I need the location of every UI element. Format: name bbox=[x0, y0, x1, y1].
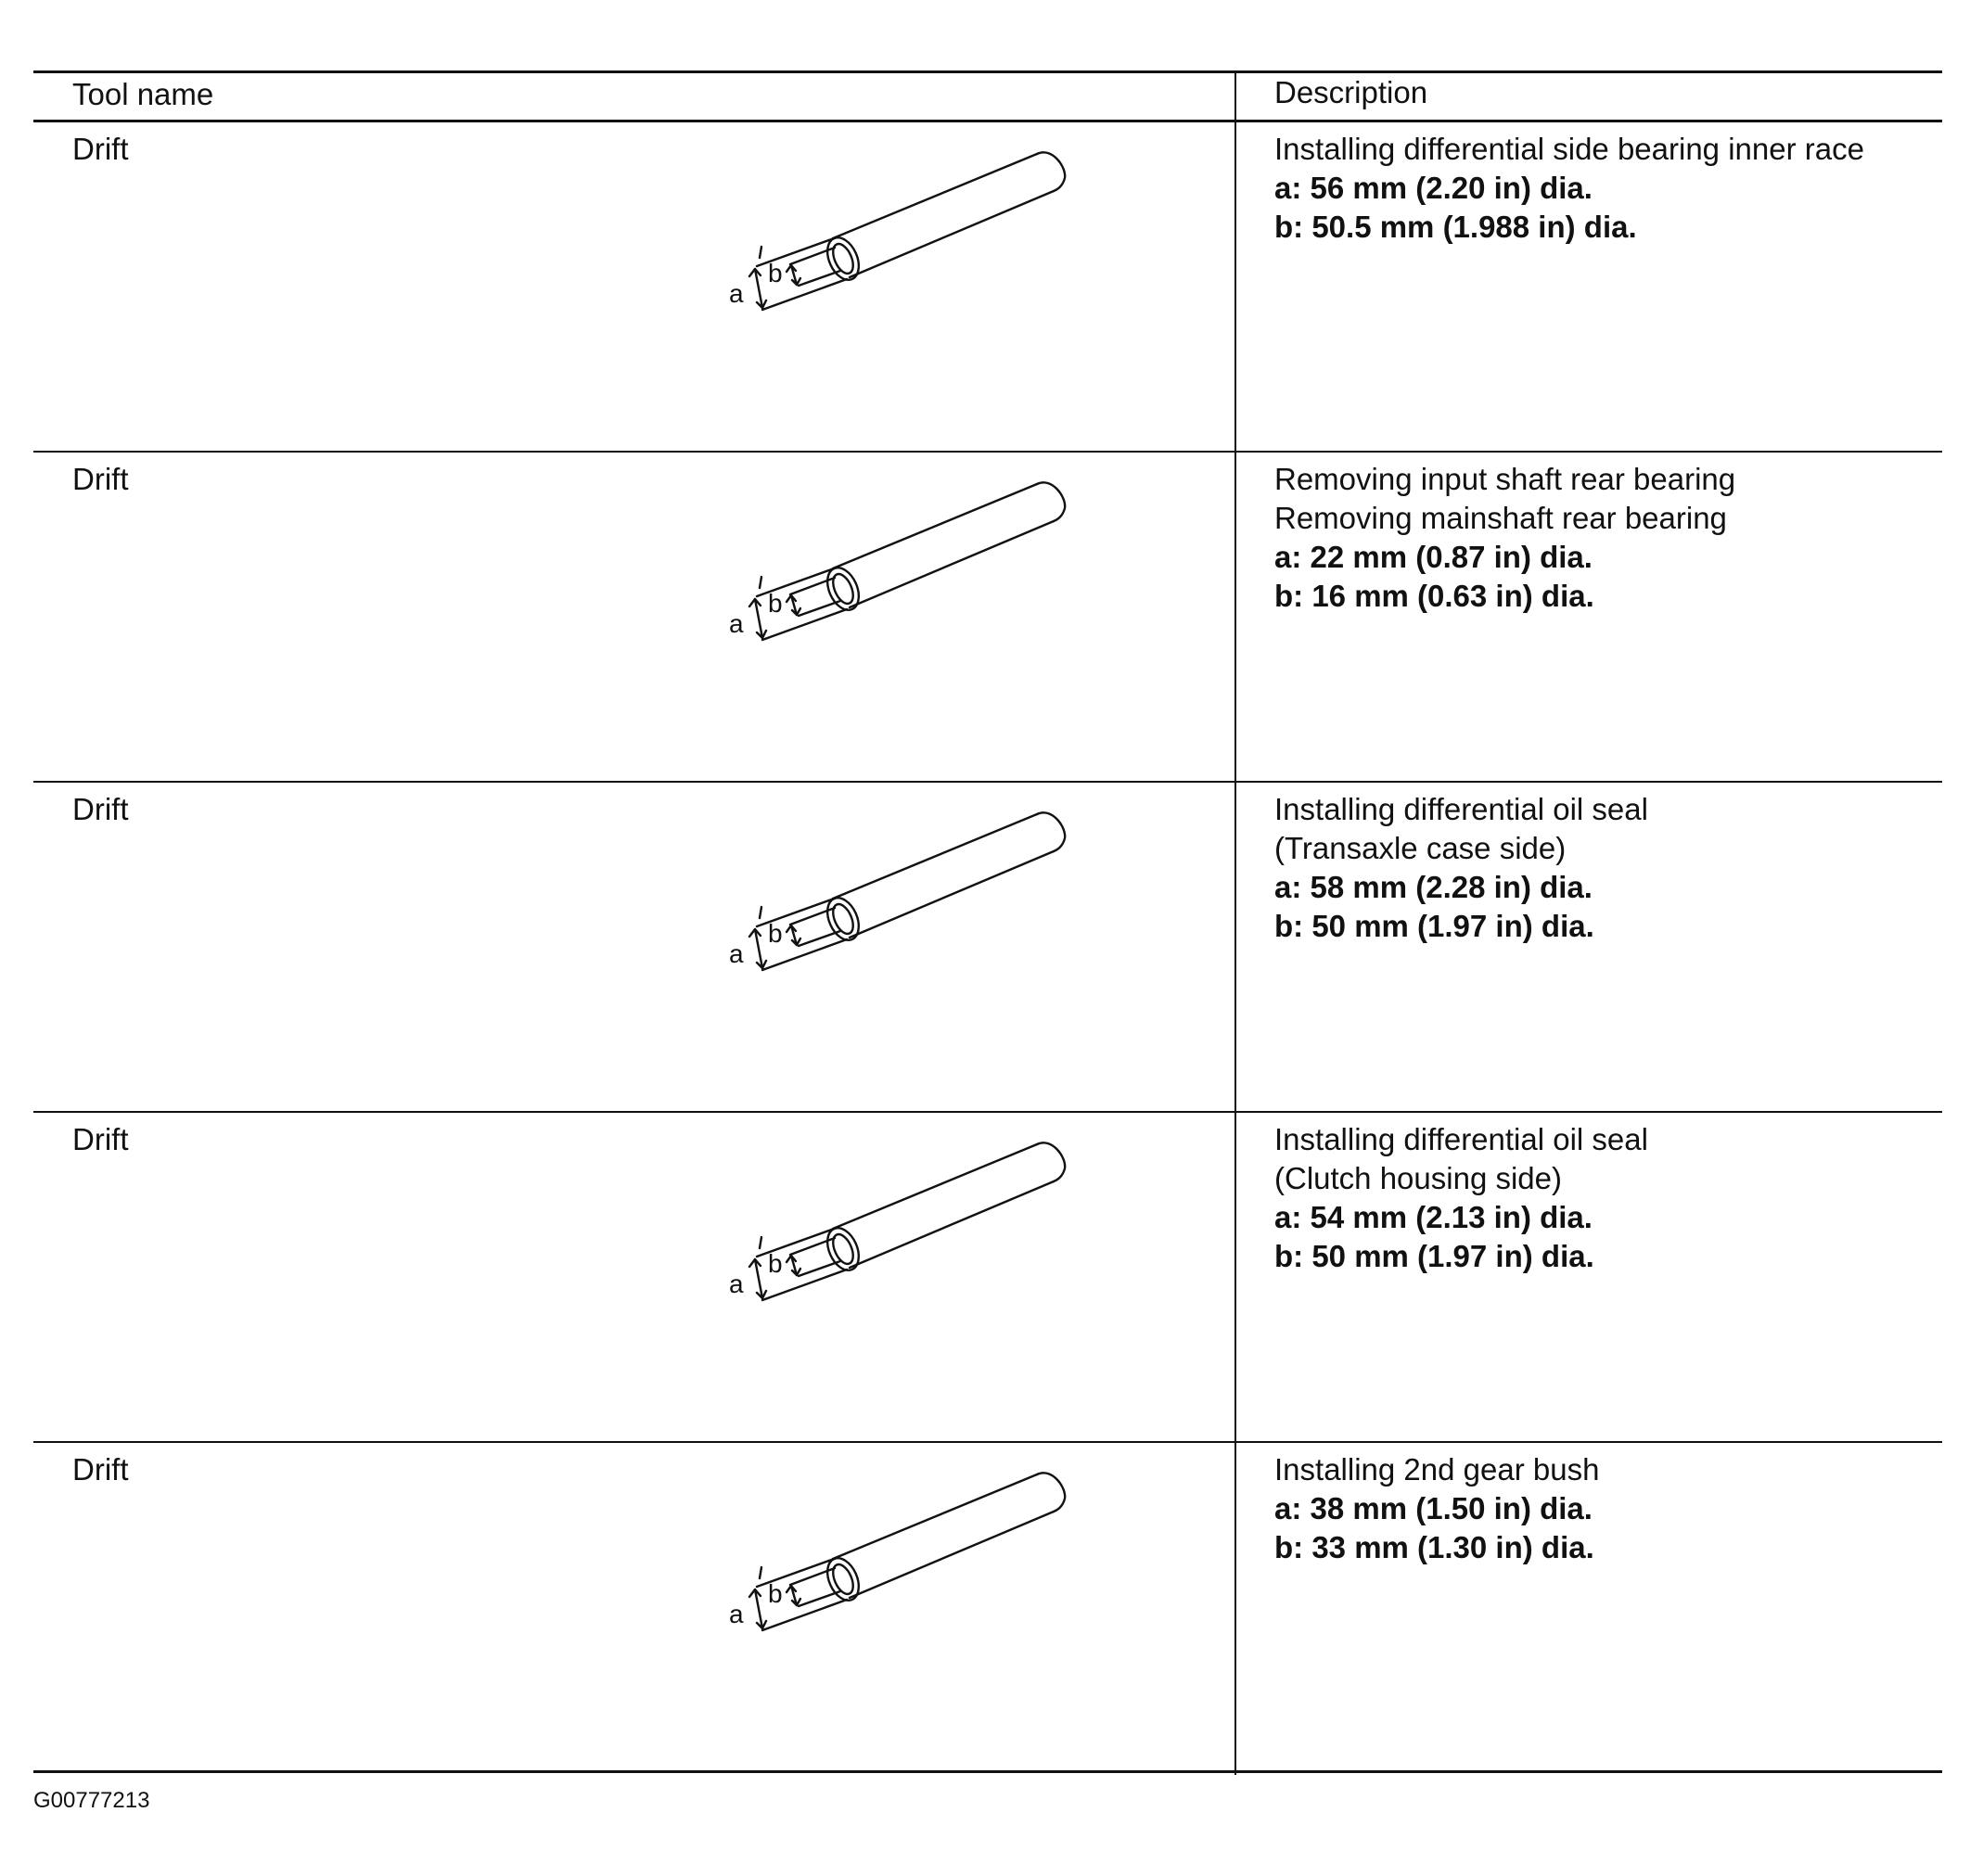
label-a: a bbox=[729, 609, 744, 638]
label-b: b bbox=[768, 589, 783, 618]
tool-name: Drift bbox=[72, 1452, 129, 1487]
description-line: Installing differential oil seal bbox=[1274, 1122, 1648, 1156]
description-line: Installing differential side bearing inner race bbox=[1274, 132, 1864, 166]
dimension-b: b: 50 mm (1.97 in) dia. bbox=[1274, 1239, 1594, 1273]
description bbox=[1274, 1120, 1924, 1276]
table-row bbox=[33, 1113, 1942, 1443]
drift-illustration bbox=[683, 1454, 1109, 1640]
description-line: Removing mainshaft rear bearing bbox=[1274, 501, 1727, 535]
table-row bbox=[33, 783, 1942, 1113]
header-tool-name: Tool name bbox=[72, 77, 214, 111]
header-description: Description bbox=[1274, 75, 1428, 109]
tool-name: Drift bbox=[72, 1122, 129, 1156]
label-a: a bbox=[729, 1270, 744, 1298]
label-a: a bbox=[729, 279, 744, 308]
row-rule bbox=[33, 1770, 1942, 1773]
description bbox=[1274, 790, 1924, 946]
dimension-a: a: 54 mm (2.13 in) dia. bbox=[1274, 1200, 1593, 1234]
description-line: (Clutch housing side) bbox=[1274, 1161, 1562, 1195]
drift-illustration bbox=[683, 464, 1109, 649]
tool-name: Drift bbox=[72, 132, 129, 166]
dimension-a: a: 38 mm (1.50 in) dia. bbox=[1274, 1491, 1593, 1525]
dimension-a: a: 56 mm (2.20 in) dia. bbox=[1274, 171, 1593, 205]
description-line: Removing input shaft rear bearing bbox=[1274, 462, 1736, 496]
tool-name: Drift bbox=[72, 792, 129, 826]
dimension-b: b: 16 mm (0.63 in) dia. bbox=[1274, 579, 1594, 613]
description bbox=[1274, 1450, 1924, 1567]
drift-illustration bbox=[683, 134, 1109, 319]
dimension-b: b: 50.5 mm (1.988 in) dia. bbox=[1274, 210, 1637, 244]
dimension-a: a: 58 mm (2.28 in) dia. bbox=[1274, 870, 1593, 904]
figure-code: G00777213 bbox=[33, 1788, 150, 1813]
table-header bbox=[33, 73, 1942, 121]
drift-illustration bbox=[683, 1124, 1109, 1309]
label-a: a bbox=[729, 939, 744, 968]
table-row bbox=[33, 122, 1942, 453]
label-b: b bbox=[768, 1579, 783, 1608]
label-b: b bbox=[768, 1249, 783, 1278]
dimension-b: b: 50 mm (1.97 in) dia. bbox=[1274, 909, 1594, 943]
description-line: Installing differential oil seal bbox=[1274, 792, 1648, 826]
description bbox=[1274, 130, 1924, 247]
description bbox=[1274, 460, 1924, 616]
label-a: a bbox=[729, 1600, 744, 1628]
table-row bbox=[33, 1443, 1942, 1773]
dimension-b: b: 33 mm (1.30 in) dia. bbox=[1274, 1530, 1594, 1564]
label-b: b bbox=[768, 919, 783, 948]
description-line: Installing 2nd gear bush bbox=[1274, 1452, 1600, 1487]
label-b: b bbox=[768, 259, 783, 287]
dimension-a: a: 22 mm (0.87 in) dia. bbox=[1274, 540, 1593, 574]
table-row bbox=[33, 453, 1942, 783]
tool-name: Drift bbox=[72, 462, 129, 496]
description-line: (Transaxle case side) bbox=[1274, 831, 1567, 865]
drift-illustration bbox=[683, 794, 1109, 979]
